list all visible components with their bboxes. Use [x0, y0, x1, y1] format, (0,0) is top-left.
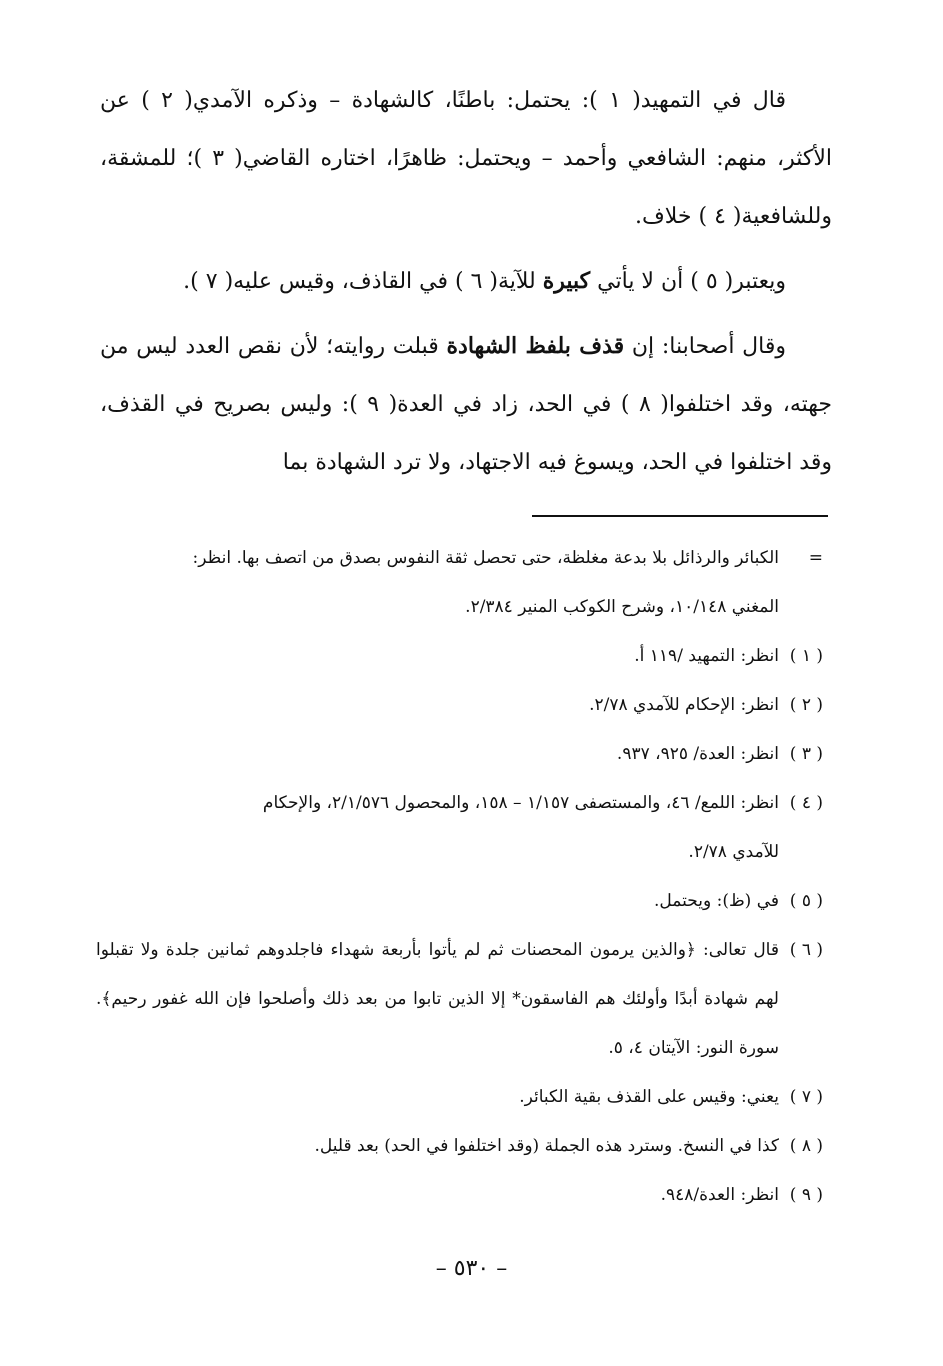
footnote-8 — [96, 1122, 823, 1171]
footnote-text: انظر: العدة/٩٤٨. — [660, 1185, 779, 1205]
footnote-continued-line-2: المغني ١٠/١٤٨، وشرح الكوكب المنير ٢/٣٨٤. — [465, 597, 779, 617]
paragraph-1: قال في التمهيد( ١ ): يحتمل: باطنًا، كالشهادة – وذكره الآمدي( ٢ ) عن الأكثر، منهم: الشافعي وأحمد – ويحتمل: ظاهرًا، اختاره القاضي( ٣ )؛ للمشقة، وللشافعية( ٤ ) خلاف. — [100, 88, 832, 229]
footnote-text: يعني: وقيس على القذف بقية الكبائر. — [519, 1087, 779, 1107]
footnote-5 — [96, 877, 823, 926]
footnote-number: ( ٧ ) — [789, 1087, 823, 1107]
paragraph-2-emphasis: كبيرة — [542, 268, 591, 294]
footnotes-block — [96, 534, 823, 1220]
footnote-4-continued: للآمدي ٢/٧٨. — [688, 842, 779, 862]
page-number: – ٥٣٠ – — [435, 1256, 508, 1281]
footnote-2 — [96, 681, 823, 730]
footnote-6 — [96, 926, 823, 1073]
footnote-text: انظر: الإحكام للآمدي ٢/٧٨. — [589, 695, 779, 715]
footnote-number: ( ٨ ) — [789, 1136, 823, 1156]
footnote-continued — [96, 534, 823, 583]
footnote-1 — [96, 632, 823, 681]
footnote-separator — [532, 515, 828, 517]
paragraph-2-part-a: ويعتبر( ٥ ) أن لا يأتي — [590, 269, 786, 294]
paragraph-3-emphasis: قذف بلفظ الشهادة — [446, 333, 625, 359]
footnote-text: انظر: العدة/ ٩٢٥، ٩٣٧. — [616, 744, 779, 764]
footnote-number: ( ٣ ) — [789, 744, 823, 764]
footnote-text: كذا في النسخ. وسترد هذه الجملة (وقد اختلفوا في الحد) بعد قليل. — [314, 1136, 779, 1156]
paragraph-2 — [100, 252, 832, 311]
footnote-text: انظر: اللمع/ ٤٦، والمستصفى ١/١٥٧ – ١٥٨، والمحصول ٢/١/٥٧٦، والإحكام — [262, 793, 779, 813]
footnote-number: ( ٦ ) — [789, 940, 823, 960]
footnote-number: ( ٢ ) — [789, 695, 823, 715]
footnote-text: في (ظ): ويحتمل. — [654, 891, 779, 911]
footnote-7 — [96, 1073, 823, 1122]
paragraph-3-part-c: قبلت روايته؛ لأن نقص العدد ليس من جهته، وقد اختلفوا( ٨ ) في الحد، زاد في العدة( ٩ ): وليس بصريح في القذف، وقد اختلفوا في الحد، ويسوغ فيه الاجتهاد، ولا ترد الشهادة بما — [100, 334, 833, 475]
footnote-4 — [96, 779, 823, 828]
footnote-number: ( ١ ) — [789, 646, 823, 666]
paragraph-3 — [100, 317, 832, 492]
paragraph-2-part-c: للآية( ٦ ) في القاذف، وقيس عليه( ٧ ). — [183, 269, 543, 294]
footnote-text: قال تعالى: ﴿والذين يرمون المحصنات ثم لم يأتوا بأربعة شهداء فاجلدوهم ثمانين جلدة ولا تقبلوا لهم شهادة أبدًا وأولئك هم الفاسقون* إلا الذين تابوا من بعد ذلك وأصلحوا فإن الله غفور رحيم﴾. سورة النور: الآيتان ٤، ٥. — [96, 940, 779, 1058]
footnote-3 — [96, 730, 823, 779]
footnote-number: ( ٥ ) — [789, 891, 823, 911]
paragraph-3-part-a: وقال أصحابنا: إن — [624, 334, 786, 359]
continued-marker: = — [808, 548, 823, 568]
footnote-text: انظر: التمهيد /١١٩ أ. — [634, 646, 779, 666]
main-text-block — [100, 72, 832, 498]
footnote-number: ( ٤ ) — [789, 793, 823, 813]
footnote-number: ( ٩ ) — [789, 1185, 823, 1205]
footnote-continued-text: الكبائر والرذائل بلا بدعة مغلظة، حتى تحصل ثقة النفوس بصدق من اتصف بها. انظر: — [192, 548, 779, 568]
footnote-9 — [96, 1171, 823, 1220]
